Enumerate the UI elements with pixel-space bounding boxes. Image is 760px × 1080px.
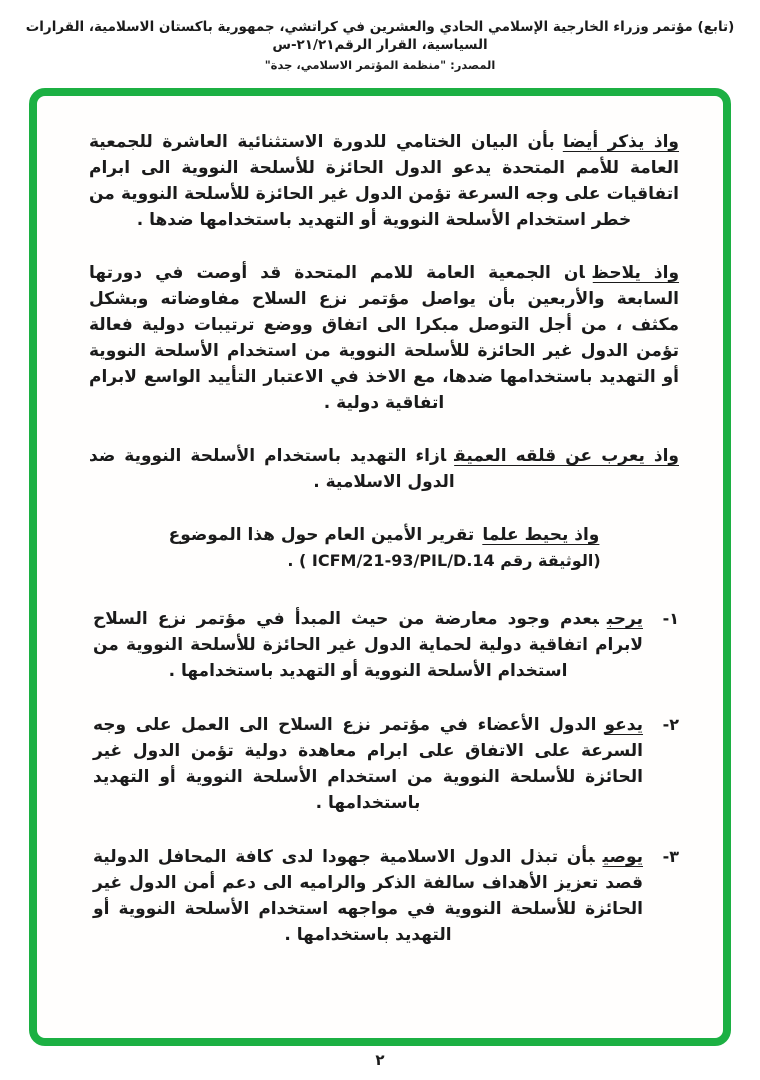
- preamble-lead-noting: واذ يلاحظ: [592, 263, 680, 283]
- preamble-lead-recalling: واذ يذكر أيضا: [562, 132, 680, 152]
- preamble-paragraph: [89, 129, 679, 233]
- operative-item-1: [89, 606, 679, 684]
- document-header: [4, 18, 756, 73]
- preamble-text: ازاء التهديد باستخدام الأسلحة النووية ضد الدول الاسلامية .: [89, 446, 455, 492]
- operative-item-3: [89, 844, 679, 948]
- preamble-paragraph: [89, 260, 679, 416]
- item-body: بأن تبذل الدول الاسلامية جهودا لدى كافة المحافل الدولية قصد تعزيز الأهداف سالفة الذكر والراميه الى دعم أمن الدول غير الحائزة للأسلحة النووية في مواجهه استخدام الأسلحة النووية أو التهديد باستخدامها .: [93, 847, 643, 945]
- item-body: الدول الأعضاء في مؤتمر نزع السلاح الى العمل على وجه السرعة على الاتفاق على ابرام معاهدة دولية تؤمن الدول غير الحائزة للأسلحة النووية من استخدام الأسلحة النووية أو التهديد باستخدامها .: [93, 715, 643, 813]
- preamble-lead-taking-note: واذ يحيط علما: [482, 525, 600, 545]
- header-reference-line: (تابع) مؤتمر وزراء الخارجية الإسلامي الحادي والعشرين في كراتشي، جمهورية باكستان الاسلامية، القرارات السياسية، القرار الرقم٢١/٢١-س: [25, 19, 735, 53]
- item-body: بعدم وجود معارضة من حيث المبدأ في مؤتمر نزع السلاح لابرام اتفاقية دولية لحماية الدول غير الحائزة للأسلحة النووية من استخدام الأسلحة النووية أو التهديد باستخدامها .: [93, 609, 643, 681]
- preamble-text: تقرير الأمين العام حول هذا الموضوع: [168, 525, 475, 545]
- operative-items: [89, 606, 679, 948]
- item-text: [93, 712, 643, 816]
- preamble-text: بأن البيان الختامي للدورة الاستثنائية العاشرة للجمعية العامة للأمم المتحدة يدعو الدول الحائزة للأسلحة النووية الى ابرام اتفاقيات على وجه السرعة تؤمن الدول غير الحائزة للأسلحة النووية من خطر استخدام الأسلحة النووية أو التهديد باستخدامها ضدها .: [89, 132, 679, 230]
- operative-item-2: [89, 712, 679, 816]
- item-number: ٣-: [662, 847, 679, 866]
- item-text: [93, 606, 643, 684]
- item-number: ١-: [662, 609, 679, 628]
- document-reference-number: (الوثيقة رقم ICFM/21-93/PIL/D.14 ) .: [287, 551, 601, 570]
- item-text: [93, 844, 643, 948]
- preamble-lead-concern: واذ يعرب عن قلقه العميق: [454, 446, 679, 466]
- document-body: [37, 96, 723, 1038]
- item-lead-recommends: يوصي: [602, 847, 643, 867]
- item-lead-calls-upon: يدعو: [604, 715, 643, 735]
- preamble-paragraph: [89, 443, 679, 495]
- item-lead-welcomes: يرحب: [606, 609, 643, 629]
- preamble-paragraph: [89, 522, 679, 548]
- header-source-line: المصدر: "منظمة المؤتمر الاسلامي، جدة": [264, 58, 496, 72]
- preamble-text: ان الجمعية العامة للامم المتحدة قد أوصت في دورتها السابعة والأربعين بأن يواصل مؤتمر نزع السلاح مفاوضاته وبشكل مكثف ، من أجل التوصل مبكرا الى اتفاق ووضع ترتيبات دولية فعالة تؤمن الدول غير الحائزة للأسلحة النووية من استخدام الأسلحة النووية أو التهديد باستخدامها ضدها، مع الاخذ في الاعتبار التأييد الواسع لابرام اتفاقية دولية .: [89, 263, 679, 413]
- page-number: ٢: [375, 1051, 385, 1069]
- item-number: ٢-: [662, 715, 679, 734]
